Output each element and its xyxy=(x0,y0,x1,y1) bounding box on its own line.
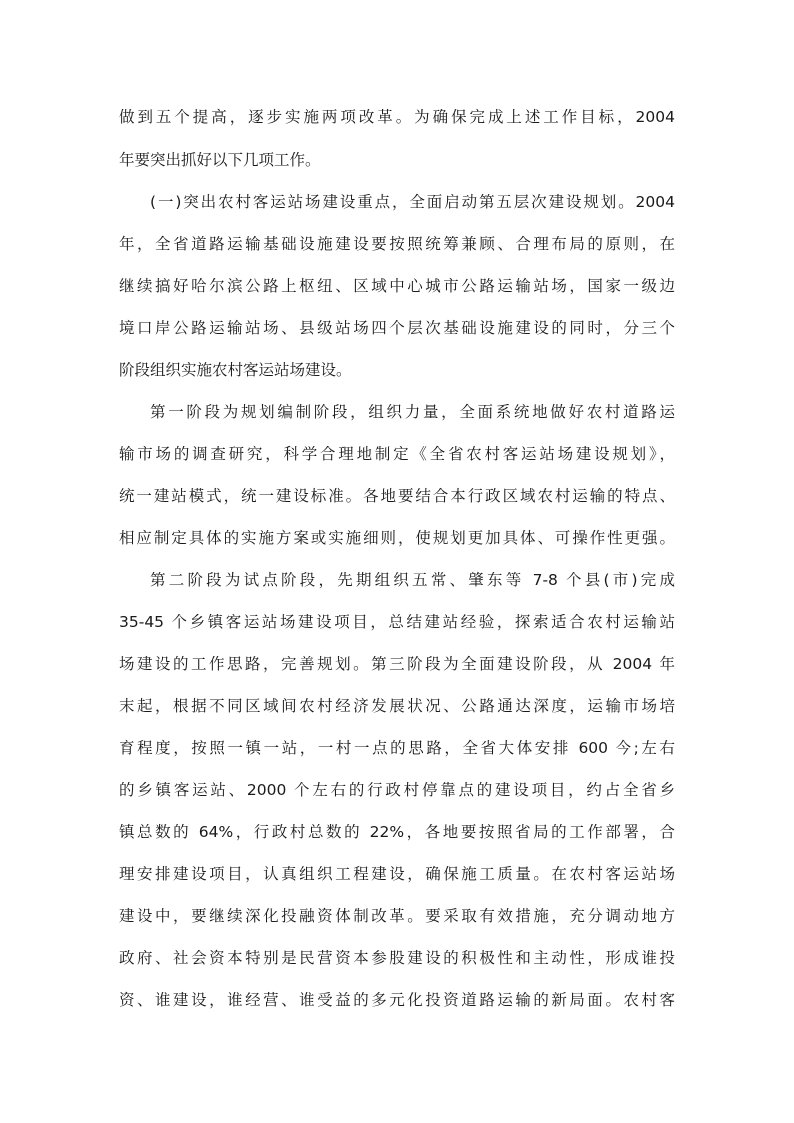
text-line: 理安排建设项目，认真组织工程建设，确保施工质量。在农村客运站场 xyxy=(119,865,675,883)
text-line: 育程度，按照一镇一站，一村一点的思路，全省大体安排 600 今;左右 xyxy=(119,739,675,757)
text-line: 场建设的工作思路，完善规划。第三阶段为全面建设阶段，从 2004 年 xyxy=(119,655,675,673)
text-line: 境口岸公路运输站场、县级站场四个层次基础设施建设的同时，分三个 xyxy=(119,319,675,337)
text-line: 第二阶段为试点阶段，先期组织五常、肇东等 7-8 个县(市)完成 xyxy=(150,571,675,589)
text-line: 年，全省道路运输基础设施建设要按照统筹兼顾、合理布局的原则，在 xyxy=(119,235,675,253)
text-line: 年要突出抓好以下几项工作。 xyxy=(119,151,321,169)
text-line: 的乡镇客运站、2000 个左右的行政村停靠点的建设项目，约占全省乡 xyxy=(119,781,675,799)
text-line: 政府、社会资本特别是民营资本参股建设的积极性和主动性，形成谁投 xyxy=(119,949,675,967)
text-line: 末起，根据不同区域间农村经济发展状况、公路通达深度，运输市场培 xyxy=(119,697,675,715)
text-line: 35-45 个乡镇客运站场建设项目，总结建站经验，探索适合农村运输站 xyxy=(119,613,675,631)
text-line: 阶段组织实施农村客运站场建设。 xyxy=(119,361,352,379)
text-line: (一)突出农村客运站场建设重点，全面启动第五层次建设规划。2004 xyxy=(150,193,675,211)
text-line: 第一阶段为规划编制阶段，组织力量，全面系统地做好农村道路运 xyxy=(150,403,675,421)
text-line: 做到五个提高，逐步实施两项改革。为确保完成上述工作目标，2004 xyxy=(119,108,675,126)
text-line: 镇总数的 64%，行政村总数的 22%，各地要按照省局的工作部署，合 xyxy=(119,823,675,841)
text-line: 资、谁建设，谁经营、谁受益的多元化投资道路运输的新局面。农村客 xyxy=(119,991,675,1009)
text-line: 输市场的调查研究，科学合理地制定《全省农村客运站场建设规划》， xyxy=(119,445,675,463)
text-line: 统一建站模式，统一建设标准。各地要结合本行政区域农村运输的特点、 xyxy=(119,487,675,505)
text-line: 继续搞好哈尔滨公路上枢纽、区域中心城市公路运输站场，国家一级边 xyxy=(119,277,675,295)
text-line: 建设中，要继续深化投融资体制改革。要采取有效措施，充分调动地方 xyxy=(119,907,675,925)
text-line: 相应制定具体的实施方案或实施细则，使规划更加具体、可操作性更强。 xyxy=(119,529,675,547)
